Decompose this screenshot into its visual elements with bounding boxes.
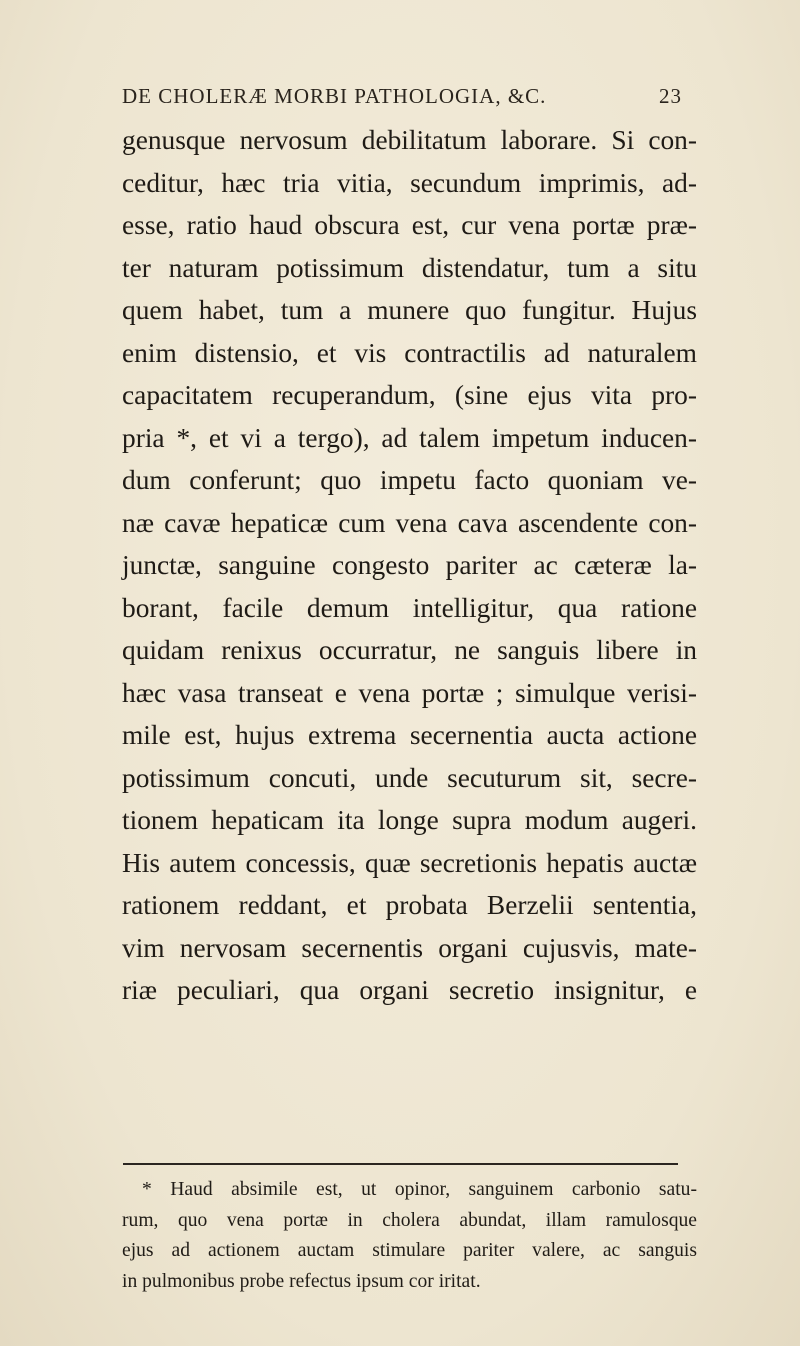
footnote-line: ejus ad actionem auctam stimulare pariter valere, ac sanguis <box>122 1240 697 1261</box>
text-line: potissimum concuti, unde secuturum sit, secre- <box>122 762 697 793</box>
text-line: vim nervosam secernentis organi cujusvis, mate- <box>122 932 697 963</box>
text-line: pria *, et vi a tergo), ad talem impetum inducen- <box>122 422 697 453</box>
running-head-title: DE CHOLERÆ MORBI PATHOLOGIA, &C. <box>122 84 547 108</box>
text-line: enim distensio, et vis contractilis ad naturalem <box>122 337 697 368</box>
text-line: tionem hepaticam ita longe supra modum augeri. <box>122 805 697 835</box>
page-number: 23 <box>659 84 682 108</box>
footnote-line: in pulmonibus probe refectus ipsum cor iritat. <box>122 1270 481 1292</box>
text-line: borant, facile demum intelligitur, qua ratione <box>122 592 697 623</box>
text-line: mile est, hujus extrema secernentia aucta actione <box>122 720 697 750</box>
text-line: capacitatem recuperandum, (sine ejus vita pro- <box>122 380 697 410</box>
text-line: ter naturam potissimum distendatur, tum a situ <box>122 252 697 283</box>
text-line: quidam renixus occurratur, ne sanguis libere in <box>122 635 697 665</box>
text-line: genusque nervosum debilitatum laborare. Si con- <box>122 125 697 155</box>
footnote-rule <box>123 1163 678 1165</box>
running-head <box>122 84 682 114</box>
text-line: esse, ratio haud obscura est, cur vena portæ præ- <box>122 210 697 240</box>
text-line: hæc vasa transeat e vena portæ ; simulque verisi- <box>122 677 697 708</box>
text-line: rationem reddant, et probata Berzelii sententia, <box>122 890 697 920</box>
main-text <box>122 119 697 1012</box>
text-line: quem habet, tum a munere quo fungitur. Hujus <box>122 295 697 325</box>
footnote-line: rum, quo vena portæ in cholera abundat, illam ramulosque <box>122 1209 697 1231</box>
footnote <box>122 1175 697 1297</box>
text-line: dum conferunt; quo impetu facto quoniam ve- <box>122 465 697 495</box>
footnote-line: * Haud absimile est, ut opinor, sanguinem carbonio satu- <box>142 1179 697 1200</box>
text-line: junctæ, sanguine congesto pariter ac cæteræ la- <box>122 550 697 580</box>
text-line: næ cavæ hepaticæ cum vena cava ascendente con- <box>122 507 697 538</box>
text-line: His autem concessis, quæ secretionis hepatis auctæ <box>122 847 697 878</box>
text-line: riæ peculiari, qua organi secretio insignitur, e <box>122 975 697 1005</box>
text-line: ceditur, hæc tria vitia, secundum imprimis, ad- <box>122 167 697 198</box>
